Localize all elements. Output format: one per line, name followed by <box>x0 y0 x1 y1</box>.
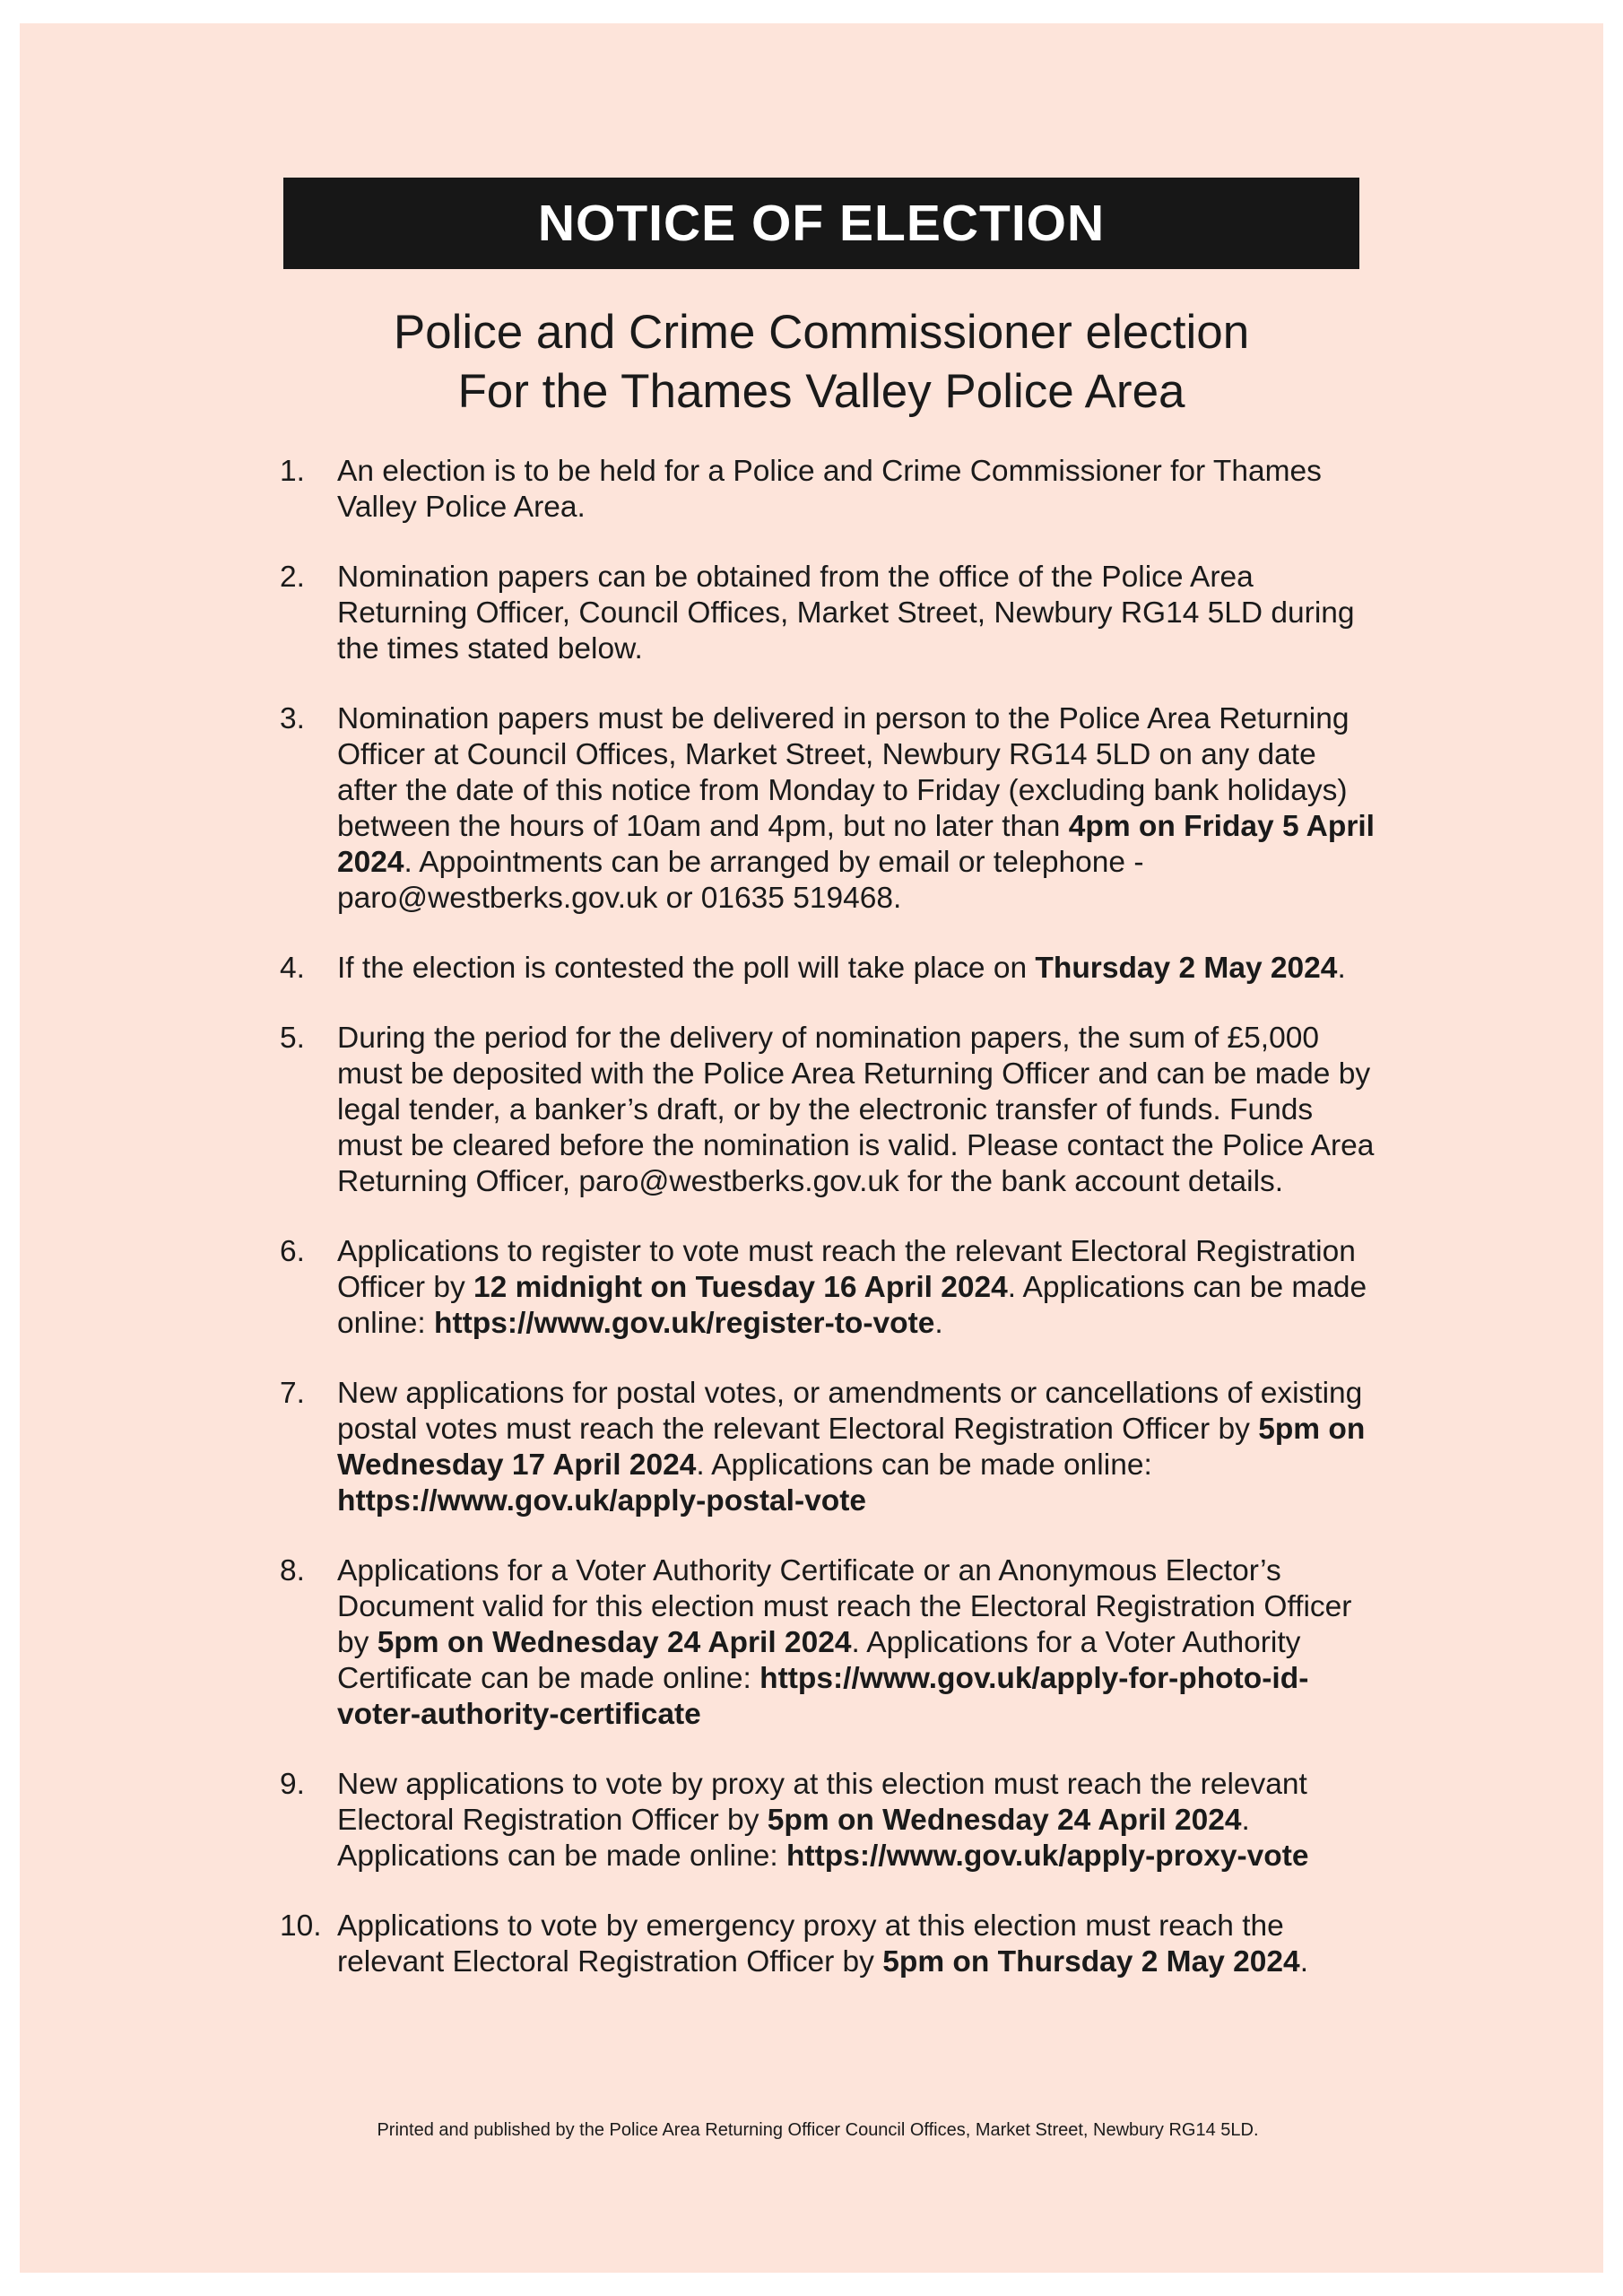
item-text-run: An election is to be held for a Police and Crime Commissioner for Thames Valley Police Area. <box>337 455 1322 524</box>
item-text-run: Nomination papers can be obtained from the office of the Police Area Returning Officer, Council Offices, Market Street, Newbury RG14 5LD during the times stated below. <box>337 561 1355 665</box>
notice-item <box>280 1021 1383 1200</box>
subtitle-line-1: Police and Crime Commissioner election <box>393 306 1250 359</box>
item-text-run: During the period for the delivery of nomination papers, the sum of £5,000 must be deposited with the Police Area Returning Officer and can be made by legal tender, a banker’s draft, or by the electronic transfer of funds. Funds must be cleared before the nomination is valid. Please contact the Police Area Returning Officer, paro@westberks.gov.uk for the bank account details. <box>337 1022 1375 1198</box>
item-number: 6. <box>280 1235 305 1268</box>
item-text-emphasis: https://www.gov.uk/apply-for-photo-id-voter-authority-certificate <box>337 1662 1309 1731</box>
item-number: 4. <box>280 952 305 985</box>
item-text <box>337 454 1383 526</box>
notice-item <box>280 1767 1383 1874</box>
item-text-run: . Applications for a Voter Authority Certificate can be made online: <box>337 1626 1301 1695</box>
notice-item <box>280 454 1383 526</box>
imprint-footer: Printed and published by the Police Area Returning Officer Council Offices, Market Street, Newbury RG14 5LD. <box>377 2120 1259 2140</box>
item-text-run: Applications to register to vote must reach the relevant Electoral Registration Officer by <box>337 1235 1356 1304</box>
notice-item <box>280 701 1383 917</box>
election-subtitle <box>283 303 1359 422</box>
notice-item <box>280 1234 1383 1342</box>
item-text-run: . Applications can be made online: <box>696 1448 1152 1482</box>
item-text-run: Nomination papers must be delivered in person to the Police Area Returning Officer at Council Offices, Market Street, Newbury RG14 5LD on any date after the date of this notice from Monday to Friday (excluding bank holidays) between the hours of 10am and 4pm, but no later than <box>337 702 1350 843</box>
item-text-emphasis: Thursday 2 May 2024 <box>1035 952 1338 985</box>
item-text <box>337 1021 1383 1200</box>
item-number: 1. <box>280 455 305 488</box>
item-text <box>337 1234 1383 1342</box>
item-text-emphasis: 5pm on Thursday 2 May 2024 <box>882 1945 1300 1979</box>
item-text-run: . <box>934 1307 943 1340</box>
item-text <box>337 1376 1383 1519</box>
item-text-run: . Appointments can be arranged by email or telephone - paro@westberks.gov.uk or 01635 519468. <box>337 846 1144 915</box>
item-text-emphasis: 5pm on Wednesday 24 April 2024 <box>377 1626 852 1659</box>
item-text-run: If the election is contested the poll will take place on <box>337 952 1036 985</box>
notice-item <box>280 560 1383 667</box>
item-text-emphasis: 5pm on Wednesday 24 April 2024 <box>767 1804 1242 1837</box>
item-text-run: New applications for postal votes, or amendments or cancellations of existing postal votes must reach the relevant Electoral Registration Officer by <box>337 1377 1363 1446</box>
banner-title: NOTICE OF ELECTION <box>537 195 1106 252</box>
item-text-run: . <box>1299 1945 1308 1979</box>
item-text-emphasis: 5pm on Wednesday 17 April 2024 <box>337 1413 1366 1482</box>
item-text-run: New applications to vote by proxy at this election must reach the relevant Electoral Registration Officer by <box>337 1768 1307 1837</box>
notice-page <box>20 23 1603 2273</box>
item-text-emphasis: https://www.gov.uk/register-to-vote <box>434 1307 935 1340</box>
notice-item <box>280 1909 1383 1980</box>
item-text <box>337 1767 1383 1874</box>
item-number: 5. <box>280 1022 305 1055</box>
item-number: 7. <box>280 1377 305 1410</box>
item-text-run: . Applications can be made online: <box>337 1804 1250 1873</box>
item-text-run: Applications for a Voter Authority Certificate or an Anonymous Elector’s Document valid for this election must reach the Electoral Registration Officer by <box>337 1554 1352 1659</box>
item-text-emphasis: https://www.gov.uk/apply-postal-vote <box>337 1484 866 1518</box>
item-number: 10. <box>280 1909 322 1943</box>
notice-banner <box>283 178 1359 269</box>
item-text <box>337 701 1383 917</box>
item-text <box>337 560 1383 667</box>
item-text-run: . Applications can be made online: <box>337 1271 1367 1340</box>
subtitle-line-2: For the Thames Valley Police Area <box>457 365 1185 418</box>
item-text-run: Applications to vote by emergency proxy at this election must reach the relevant Electoral Registration Officer by <box>337 1909 1284 1979</box>
item-text-run: . <box>1337 952 1346 985</box>
item-text-emphasis: 4pm on Friday 5 April 2024 <box>337 810 1375 879</box>
notice-item <box>280 1553 1383 1733</box>
item-number: 8. <box>280 1554 305 1587</box>
item-text <box>337 1553 1383 1733</box>
item-text <box>337 1909 1383 1980</box>
item-number: 2. <box>280 561 305 594</box>
notice-item <box>280 951 1383 987</box>
item-text-emphasis: https://www.gov.uk/apply-proxy-vote <box>785 1839 1309 1873</box>
notice-items-list <box>280 454 1383 2014</box>
item-number: 9. <box>280 1768 305 1801</box>
item-text <box>337 951 1383 987</box>
item-number: 3. <box>280 702 305 735</box>
item-text-emphasis: 12 midnight on Tuesday 16 April 2024 <box>473 1271 1008 1304</box>
notice-item <box>280 1376 1383 1519</box>
